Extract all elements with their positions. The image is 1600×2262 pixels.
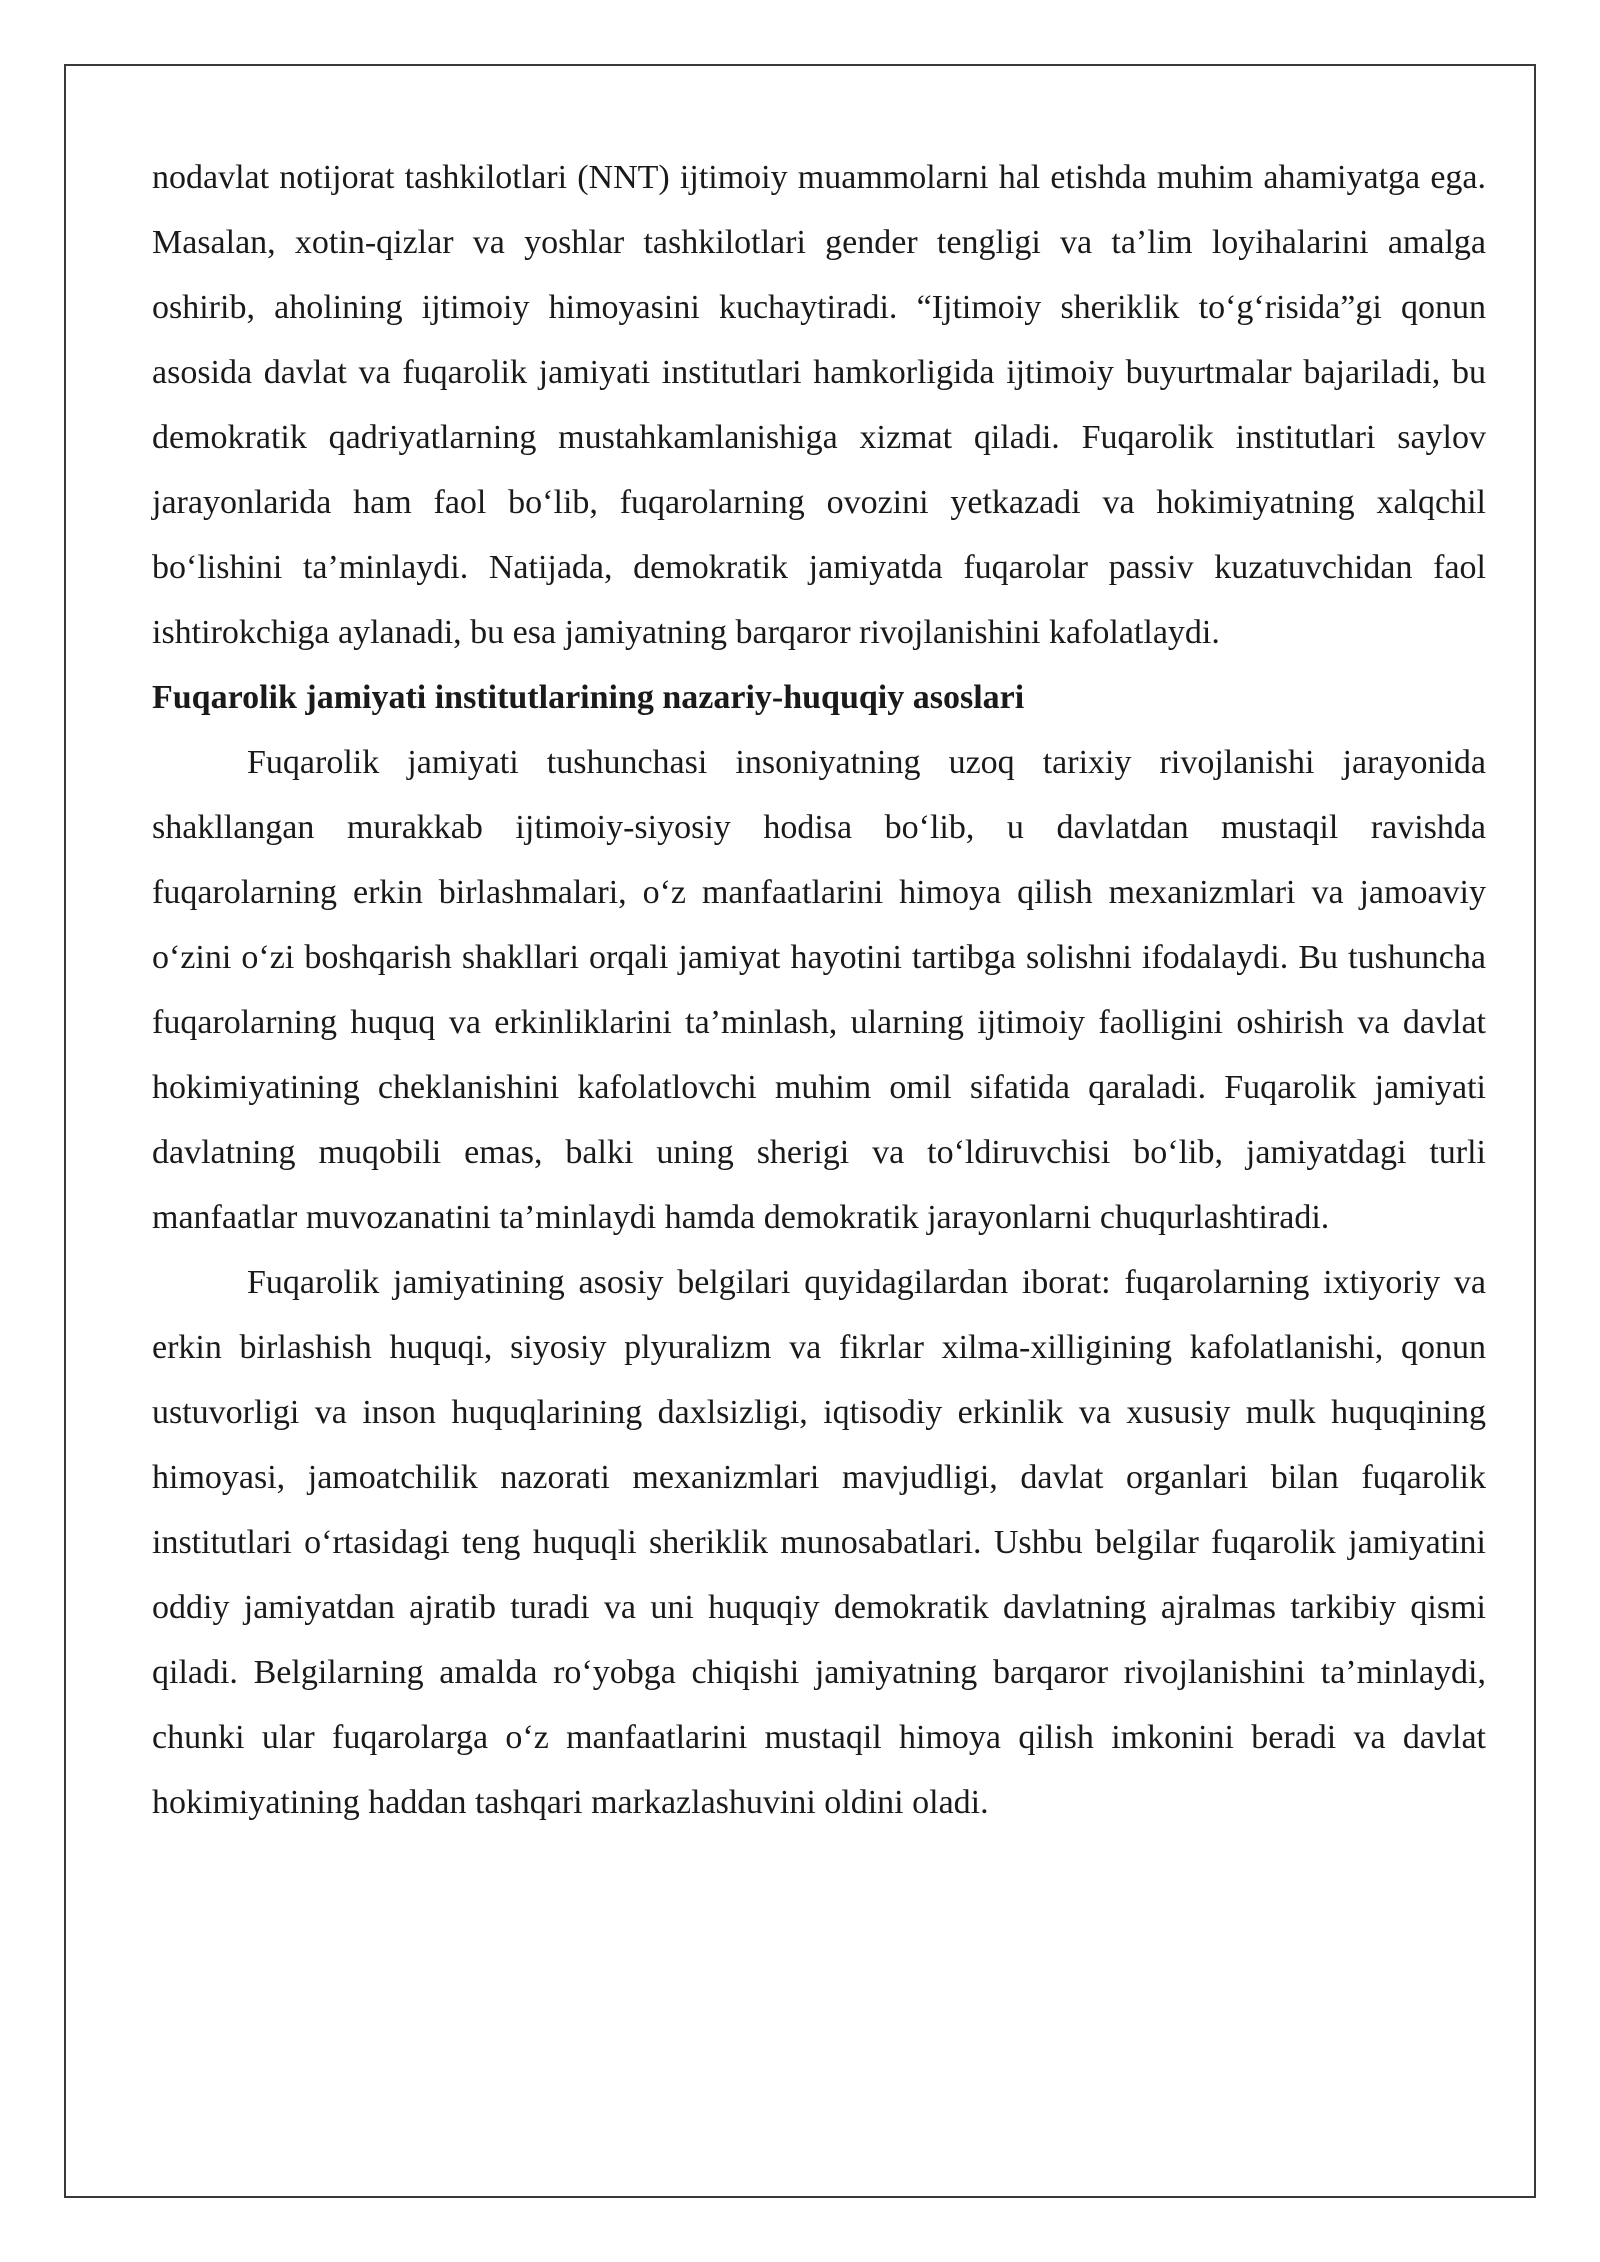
document-body (152, 145, 1486, 1835)
paragraph-continuation: nodavlat notijorat tashkilotlari (NNT) ijtimoiy muammolarni hal etishda muhim ahamiyatga ega. Masalan, xotin-qizlar va yoshlar tashkilotlari gender tengligi va ta’lim loyihalarini amalga oshirib, aholining ijtimoiy himoyasini kuchaytiradi. “Ijtimoiy sheriklik to‘g‘risida”gi qonun asosida davlat va fuqarolik jamiyati institutlari hamkorligida ijtimoiy buyurtmalar bajariladi, bu demokratik qadriyatlarning mustahkamlanishiga xizmat qiladi. Fuqarolik institutlari saylov jarayonlarida ham faol bo‘lib, fuqarolarning ovozini yetkazadi va hokimiyatning xalqchil bo‘lishini ta’minlaydi. Natijada, demokratik jamiyatda fuqarolar passiv kuzatuvchidan faol ishtirokchiga aylanadi, bu esa jamiyatning barqaror rivojlanishini kafolatlaydi. (152, 159, 1486, 651)
section-heading: Fuqarolik jamiyati institutlarining nazariy-huquqiy asoslari (152, 679, 1025, 716)
paragraph-definition: Fuqarolik jamiyati tushunchasi insoniyatning uzoq tarixiy rivojlanishi jarayonida shakllangan murakkab ijtimoiy-siyosiy hodisa bo‘lib, u davlatdan mustaqil ravishda fuqarolarning erkin birlashmalari, o‘z manfaatlarini himoya qilish mexanizmlari va jamoaviy o‘zini o‘zi boshqarish shakllari orqali jamiyat hayotini tartibga solishni ifodalaydi. Bu tushuncha fuqarolarning huquq va erkinliklarini ta’minlash, ularning ijtimoiy faolligini oshirish va davlat hokimiyatining cheklanishini kafolatlovchi muhim omil sifatida qaraladi. Fuqarolik jamiyati davlatning muqobili emas, balki uning sherigi va to‘ldiruvchisi bo‘lib, jamiyatdagi turli manfaatlar muvozanatini ta’minlaydi hamda demokratik jarayonlarni chuqurlashtiradi. (152, 744, 1486, 1236)
paragraph-characteristics: Fuqarolik jamiyatining asosiy belgilari quyidagilardan iborat: fuqarolarning ixtiyoriy va erkin birlashish huquqi, siyosiy plyuralizm va fikrlar xilma-xilligining kafolatlanishi, qonun ustuvorligi va inson huquqlarining daxlsizligi, iqtisodiy erkinlik va xususiy mulk huquqining himoyasi, jamoatchilik nazorati mexanizmlari mavjudligi, davlat organlari bilan fuqarolik institutlari o‘rtasidagi teng huquqli sheriklik munosabatlari. Ushbu belgilar fuqarolik jamiyatini oddiy jamiyatdan ajratib turadi va uni huquqiy demokratik davlatning ajralmas tarkibiy qismi qiladi. Belgilarning amalda ro‘yobga chiqishi jamiyatning barqaror rivojlanishini ta’minlaydi, chunki ular fuqarolarga o‘z manfaatlarini mustaqil himoya qilish imkonini beradi va davlat hokimiyatining haddan tashqari markazlashuvini oldini oladi. (152, 1264, 1486, 1821)
